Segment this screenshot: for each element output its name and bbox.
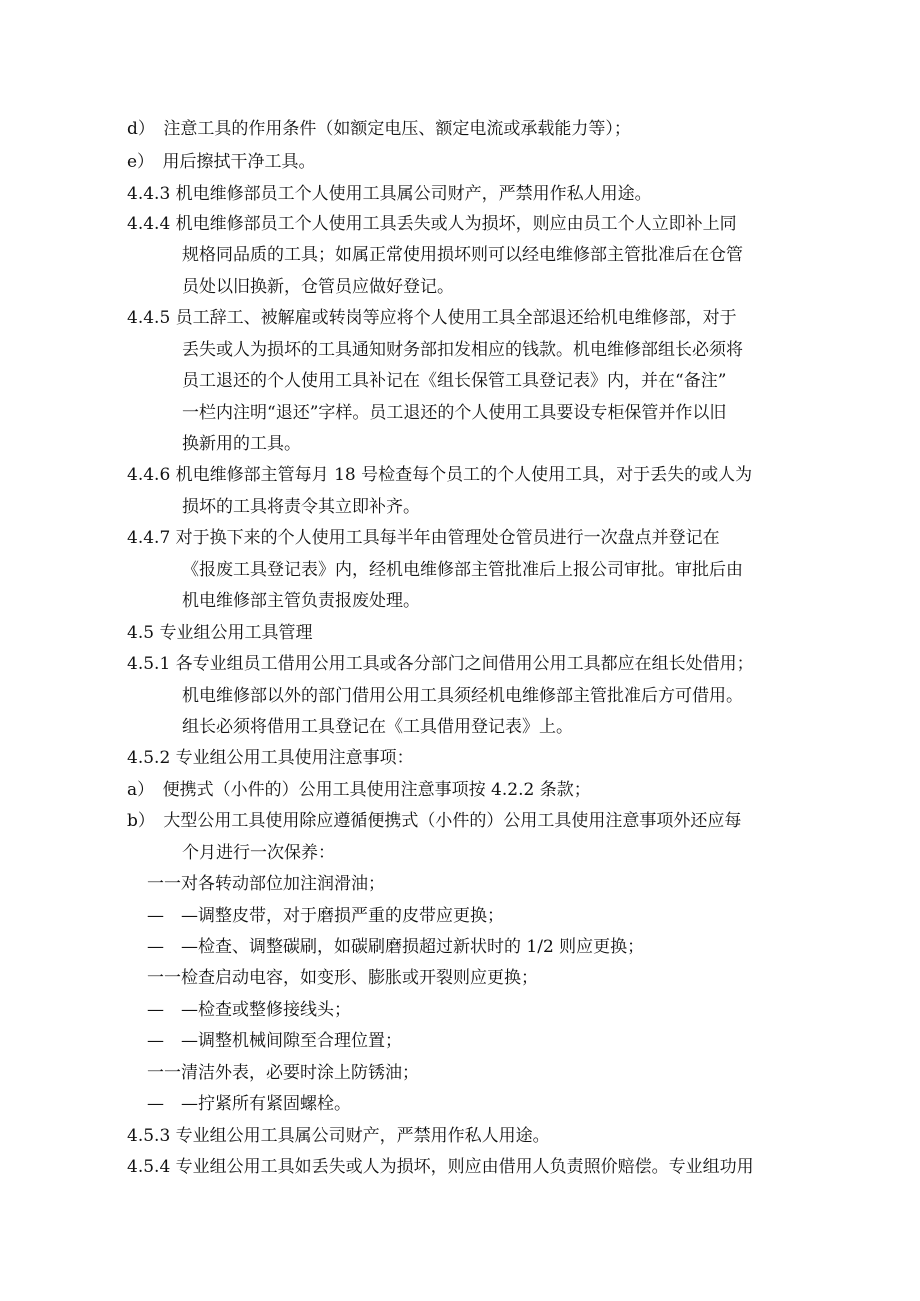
text-line: 4.4.6 机电维修部主管每月 18 号检查每个员工的个人使用工具，对于丢失的或人为 <box>127 465 753 485</box>
maintenance-item: — —调整皮带，对于磨损严重的皮带应更换； <box>147 906 504 926</box>
maintenance-item: 一一检查启动电容，如变形、膨胀或开裂则应更换； <box>147 968 538 988</box>
text-line: 损坏的工具将责令其立即补齐。 <box>182 497 420 517</box>
text-line: 个月进行一次保养： <box>182 843 335 863</box>
text-line: 4.5.2 专业组公用工具使用注意事项： <box>127 748 414 768</box>
text-line: d） 注意工具的作用条件（如额定电压、额定电流或承载能力等）； <box>127 119 631 139</box>
text-line: 《报废工具登记表》内，经机电维修部主管批准后上报公司审批。审批后由 <box>182 560 743 580</box>
text-line: 4.5.4 专业组公用工具如丢失或人为损坏，则应由借用人负责照价赔偿。专业组功用 <box>127 1157 754 1177</box>
maintenance-item: — —检查、调整碳刷，如碳刷磨损超过新状时的 1/2 则应更换； <box>147 937 645 957</box>
text-line: a） 便携式（小件的）公用工具使用注意事项按 4.2.2 条款； <box>127 780 591 800</box>
text-line: 4.4.5 员工辞工、被解雇或转岗等应将个人使用工具全部退还给机电维修部，对于 <box>127 308 737 328</box>
text-line: b） 大型公用工具使用除应遵循便携式（小件的）公用工具使用注意事项外还应每 <box>127 811 742 831</box>
text-line: 员工退还的个人使用工具补记在《组长保管工具登记表》内，并在“备注” <box>182 371 727 391</box>
section-heading: 4.5 专业组公用工具管理 <box>127 623 313 643</box>
text-line: 4.5.3 专业组公用工具属公司财产，严禁用作私人用途。 <box>127 1126 550 1146</box>
maintenance-item: 一一清洁外表，必要时涂上防锈油； <box>147 1063 419 1083</box>
text-line: 4.4.7 对于换下来的个人使用工具每半年由管理处仓管员进行一次盘点并登记在 <box>127 528 720 548</box>
text-line: 规格同品质的工具；如属正常使用损坏则可以经电维修部主管批准后在仓管 <box>182 245 743 265</box>
maintenance-item: — —调整机械间隙至合理位置； <box>147 1031 402 1051</box>
text-line: 4.5.1 各专业组员工借用公用工具或各分部门之间借用公用工具都应在组长处借用； <box>127 654 754 674</box>
text-line: 组长必须将借用工具登记在《工具借用登记表》上。 <box>182 717 573 737</box>
text-line: 机电维修部主管负责报废处理。 <box>182 591 420 611</box>
text-line: 换新用的工具。 <box>182 434 301 454</box>
text-line: 机电维修部以外的部门借用公用工具须经机电维修部主管批准后方可借用。 <box>182 686 743 706</box>
text-line: 丢失或人为损坏的工具通知财务部扣发相应的钱款。机电维修部组长必须将 <box>182 340 743 360</box>
maintenance-item: — —检查或整修接线头； <box>147 1000 351 1020</box>
maintenance-item: 一一对各转动部位加注润滑油； <box>147 874 385 894</box>
text-line: 4.4.3 机电维修部员工个人使用工具属公司财产，严禁用作私人用途。 <box>127 184 652 204</box>
text-line: 员处以旧换新，仓管员应做好登记。 <box>182 277 454 297</box>
text-line: 4.4.4 机电维修部员工个人使用工具丢失或人为损坏，则应由员工个人立即补上同 <box>127 214 737 234</box>
text-line: e） 用后擦拭干净工具。 <box>127 152 316 172</box>
maintenance-item: — —拧紧所有紧固螺栓。 <box>147 1094 351 1114</box>
text-line: 一栏内注明“退还”字样。员工退还的个人使用工具要设专柜保管并作以旧 <box>182 403 727 423</box>
